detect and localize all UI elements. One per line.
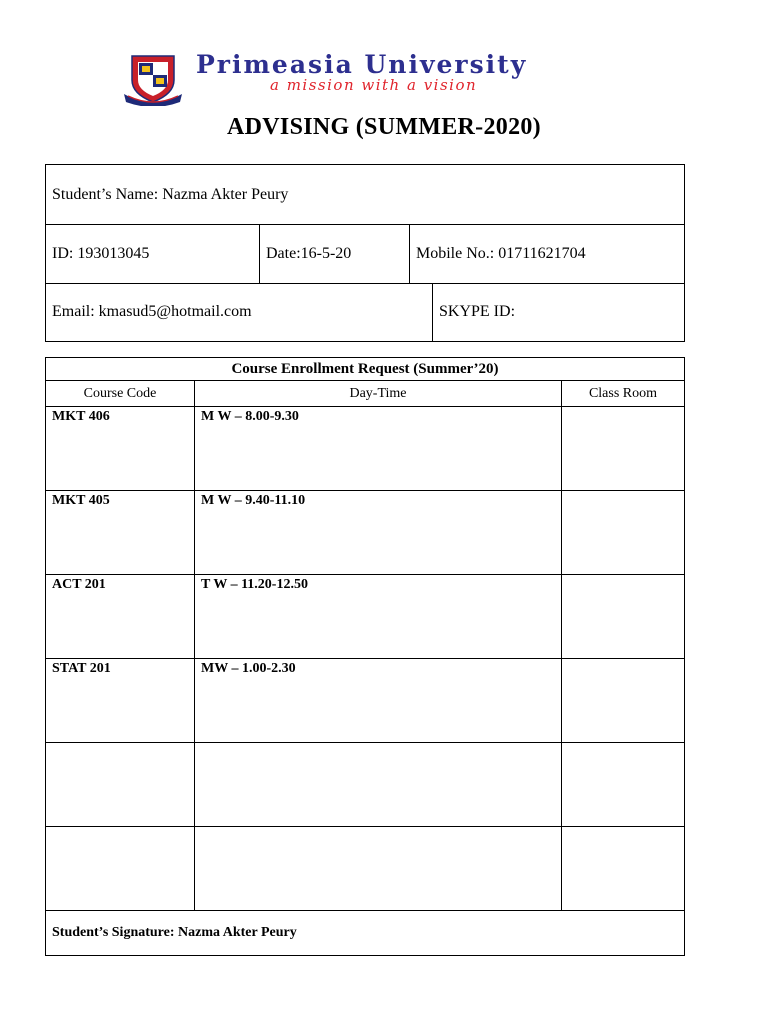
course-code-cell: MKT 405 bbox=[52, 493, 110, 508]
course-code-cell bbox=[46, 743, 194, 826]
table-row bbox=[46, 659, 684, 743]
table-row bbox=[46, 491, 684, 575]
email-field: Email: kmasud5@hotmail.com bbox=[52, 303, 252, 320]
enrollment-table bbox=[45, 357, 685, 956]
student-name-field: Student’s Name: Nazma Akter Peury bbox=[52, 185, 289, 203]
class-room-cell bbox=[561, 575, 684, 658]
column-header-day-time: Day-Time bbox=[194, 381, 561, 407]
university-motto: a mission with a vision bbox=[270, 76, 478, 94]
skype-field: SKYPE ID: bbox=[432, 283, 684, 341]
column-header-class-room: Class Room bbox=[561, 381, 684, 407]
university-crest-icon bbox=[124, 54, 182, 106]
day-time-cell bbox=[194, 743, 561, 826]
course-code-cell: ACT 201 bbox=[52, 577, 106, 592]
info-row-name bbox=[46, 165, 684, 225]
enrollment-title: Course Enrollment Request (Summer’20) bbox=[46, 358, 684, 381]
letterhead bbox=[120, 52, 650, 108]
table-row bbox=[46, 827, 684, 911]
day-time-cell bbox=[194, 827, 561, 910]
info-row-id bbox=[46, 224, 684, 284]
table-row bbox=[46, 575, 684, 659]
class-room-cell bbox=[561, 491, 684, 574]
info-row-email bbox=[46, 283, 684, 341]
student-signature: Student’s Signature: Nazma Akter Peury bbox=[52, 925, 297, 940]
student-info-table bbox=[45, 164, 685, 342]
table-row bbox=[46, 407, 684, 491]
day-time-cell: M W – 9.40-11.10 bbox=[194, 491, 561, 574]
class-room-cell bbox=[561, 659, 684, 742]
class-room-cell bbox=[561, 407, 684, 490]
student-id-field: ID: 193013045 bbox=[52, 244, 150, 262]
course-code-cell bbox=[46, 827, 194, 910]
day-time-cell: M W – 8.00-9.30 bbox=[194, 407, 561, 490]
page-title: ADVISING (SUMMER-2020) bbox=[227, 114, 541, 140]
university-name: Primeasia University bbox=[196, 50, 528, 79]
column-header-course-code: Course Code bbox=[46, 381, 194, 407]
day-time-cell: MW – 1.00-2.30 bbox=[194, 659, 561, 742]
day-time-cell: T W – 11.20-12.50 bbox=[194, 575, 561, 658]
date-field: Date:16-5-20 bbox=[259, 224, 409, 283]
class-room-cell bbox=[561, 827, 684, 910]
course-code-cell: MKT 406 bbox=[52, 409, 110, 424]
course-code-cell: STAT 201 bbox=[52, 661, 111, 676]
table-row bbox=[46, 743, 684, 827]
mobile-field: Mobile No.: 01711621704 bbox=[409, 224, 684, 283]
class-room-cell bbox=[561, 743, 684, 826]
